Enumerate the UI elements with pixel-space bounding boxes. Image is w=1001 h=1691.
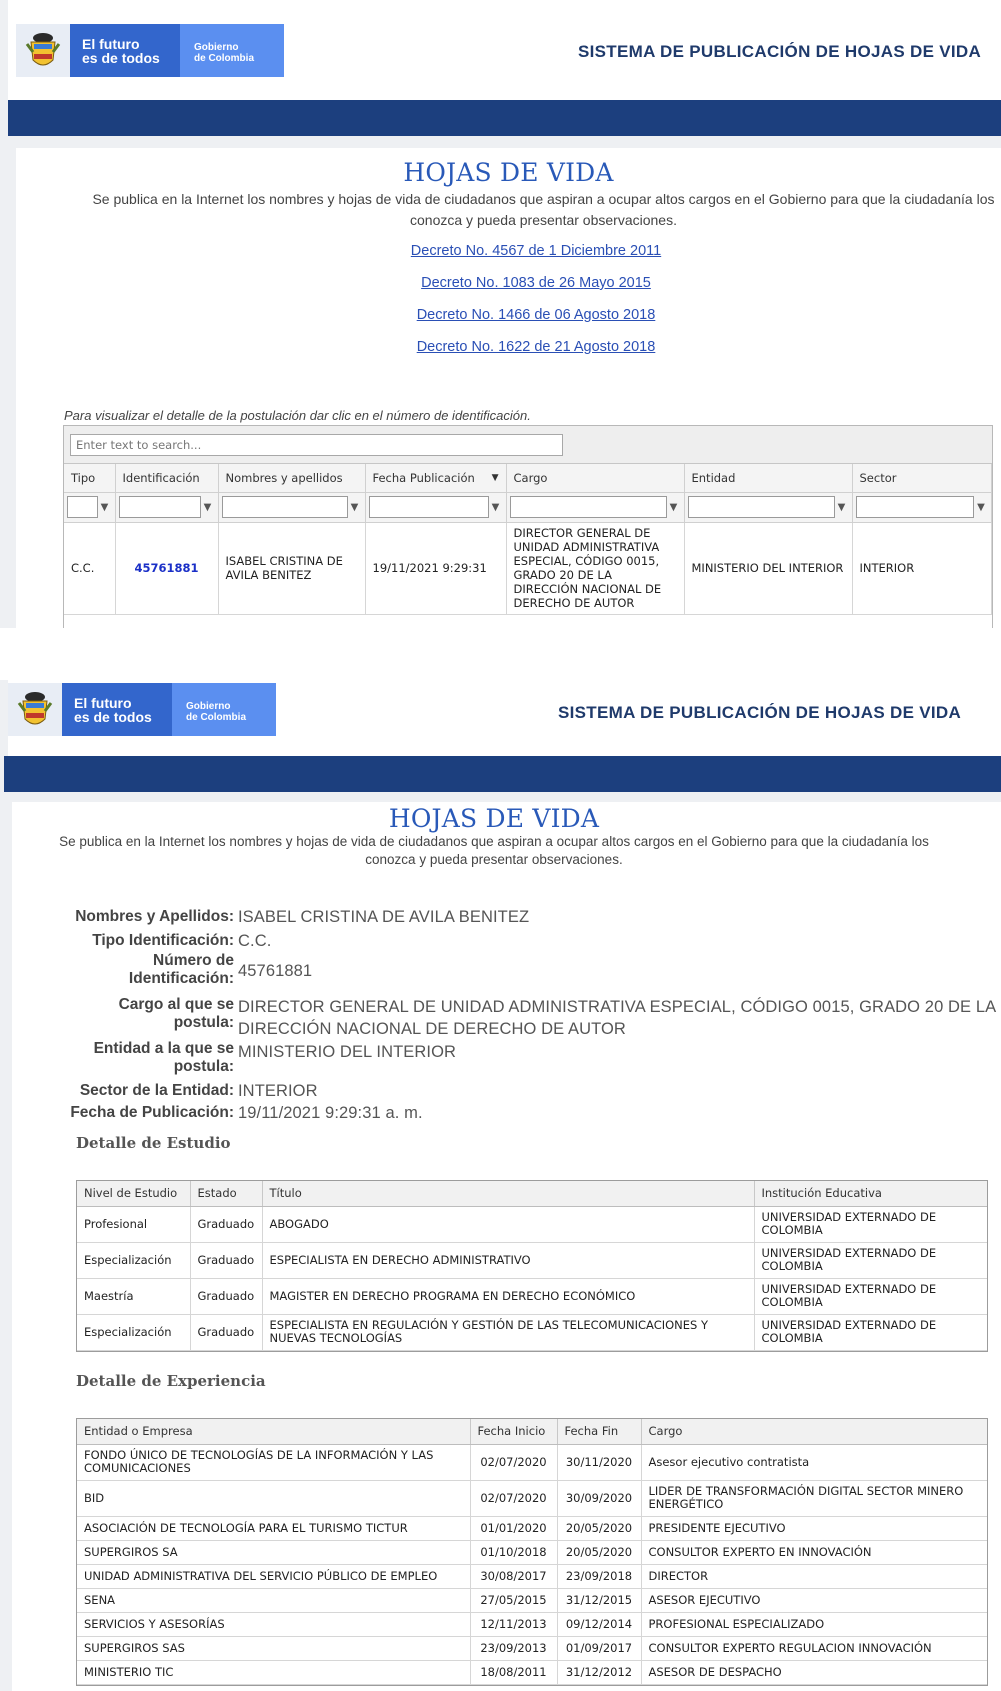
- table-cell: DIRECTOR: [641, 1564, 987, 1588]
- table-cell: Especialización: [77, 1314, 190, 1350]
- filter-icon[interactable]: ▼: [203, 501, 212, 513]
- listing-screen: [0, 0, 1001, 628]
- table-cell: ASOCIACIÓN DE TECNOLOGÍA PARA EL TURISMO TICTUR: [77, 1516, 470, 1540]
- nav-bar: [8, 100, 1001, 136]
- logo-government: Gobierno de Colombia: [172, 683, 276, 736]
- table-cell: UNIVERSIDAD EXTERNADO DE COLOMBIA: [754, 1206, 987, 1242]
- table-cell: SERVICIOS Y ASESORÍAS: [77, 1612, 470, 1636]
- coat-of-arms-icon: [16, 24, 70, 77]
- table-cell: ESPECIALISTA EN REGULACIÓN Y GESTIÓN DE LAS TELECOMUNICACIONES Y NUEVAS TECNOLOGÍAS: [262, 1314, 754, 1350]
- col-sector[interactable]: Sector: [852, 464, 992, 492]
- col-entidad-empresa: Entidad o Empresa: [77, 1419, 470, 1444]
- table-cell: 02/07/2020: [470, 1444, 557, 1480]
- table-cell: 20/05/2020: [557, 1516, 641, 1540]
- search-input[interactable]: Enter text to search...: [70, 434, 563, 456]
- decree-links: [16, 243, 1001, 355]
- table-cell: MINISTERIO TIC: [77, 1660, 470, 1684]
- table-cell: 02/07/2020: [470, 1480, 557, 1516]
- experiencia-table: [76, 1418, 988, 1686]
- decree-link-1466[interactable]: Decreto No. 1466 de 06 Agosto 2018: [416, 307, 656, 323]
- col-titulo: Título: [262, 1181, 754, 1206]
- table-cell: Asesor ejecutivo contratista: [641, 1444, 987, 1480]
- detail-cargo: Cargo al que se postula: DIRECTOR GENERAL DE UNIDAD ADMINISTRATIVA ESPECIAL, CÓDIGO 0015, GRADO 20 DE LA DIRECCIÓN NACIONAL DE DERECHO DE AUTOR: [118, 996, 997, 1038]
- system-title: SISTEMA DE PUBLICACIÓN DE HOJAS DE VIDA: [558, 703, 962, 722]
- table-cell: UNIVERSIDAD EXTERNADO DE COLOMBIA: [754, 1242, 987, 1278]
- col-nivel: Nivel de Estudio: [77, 1181, 190, 1206]
- table-row: [77, 1588, 987, 1612]
- table-row: [77, 1278, 987, 1314]
- detail-entidad: Entidad a la que se postula: MINISTERIO DEL INTERIOR: [93, 1040, 457, 1075]
- logo-tagline: El futuro es de todos: [62, 683, 172, 736]
- table-cell: 01/09/2017: [557, 1636, 641, 1660]
- col-fecha[interactable]: [365, 464, 506, 492]
- table-row: [77, 1564, 987, 1588]
- system-title: SISTEMA DE PUBLICACIÓN DE HOJAS DE VIDA: [578, 42, 982, 61]
- table-cell: Especialización: [77, 1242, 190, 1278]
- cell-fecha: 19/11/2021 9:29:31: [365, 522, 506, 614]
- filter-icon[interactable]: ▼: [669, 501, 678, 513]
- filter-tipo-input[interactable]: [67, 496, 98, 518]
- table-cell: 23/09/2013: [470, 1636, 557, 1660]
- filter-cargo-input[interactable]: [510, 496, 667, 518]
- estudio-header-row: [77, 1181, 987, 1206]
- cell-nombre: ISABEL CRISTINA DE AVILA BENITEZ: [218, 522, 365, 614]
- table-cell: 23/09/2018: [557, 1564, 641, 1588]
- grid-hint: Para visualizar el detalle de la postulación dar clic en el número de identificación.: [64, 408, 531, 423]
- table-row: [77, 1612, 987, 1636]
- table-cell: LIDER DE TRANSFORMACIÓN DIGITAL SECTOR MINERO ENERGÉTICO: [641, 1480, 987, 1516]
- table-cell: MAGISTER EN DERECHO PROGRAMA EN DERECHO ECONÓMICO: [262, 1278, 754, 1314]
- cell-cargo: DIRECTOR GENERAL DE UNIDAD ADMINISTRATIVA ESPECIAL, CÓDIGO 0015, GRADO 20 DE LA DIRECCIÓN NACIONAL DE DERECHO DE AUTOR: [506, 522, 684, 614]
- col-estado: Estado: [190, 1181, 262, 1206]
- table-cell: Graduado: [190, 1314, 262, 1350]
- filter-identificacion-input[interactable]: [119, 496, 201, 518]
- filter-icon[interactable]: ▼: [100, 501, 109, 513]
- table-row: [77, 1540, 987, 1564]
- filter-icon[interactable]: ▼: [350, 501, 359, 513]
- table-row: [77, 1206, 987, 1242]
- table-cell: PROFESIONAL ESPECIALIZADO: [641, 1612, 987, 1636]
- table-cell: FONDO ÚNICO DE TECNOLOGÍAS DE LA INFORMACIÓN Y LAS COMUNICACIONES: [77, 1444, 470, 1480]
- detail-screen: [0, 680, 1001, 1691]
- sort-desc-icon: ▼: [491, 472, 499, 483]
- table-cell: 09/12/2014: [557, 1612, 641, 1636]
- table-cell: 01/01/2020: [470, 1516, 557, 1540]
- table-cell: 01/10/2018: [470, 1540, 557, 1564]
- value-sector: INTERIOR: [238, 1082, 318, 1100]
- table-cell: ESPECIALISTA EN DERECHO ADMINISTRATIVO: [262, 1242, 754, 1278]
- filter-sector-input[interactable]: [856, 496, 975, 518]
- identification-link[interactable]: 45761881: [115, 522, 218, 614]
- table-row: [77, 1242, 987, 1278]
- experiencia-header-row: [77, 1419, 987, 1444]
- col-institucion: Institución Educativa: [754, 1181, 987, 1206]
- header: [8, 0, 1001, 100]
- detail-sector: Sector de la Entidad: INTERIOR: [79, 1082, 318, 1100]
- table-row: [77, 1444, 987, 1480]
- value-cargo: DIRECTOR GENERAL DE UNIDAD ADMINISTRATIVA ESPECIAL, CÓDIGO 0015, GRADO 20 DE LA DIRECCIÓN NACIONAL DE DERECHO DE AUTOR: [238, 998, 997, 1038]
- filter-icon[interactable]: ▼: [491, 501, 500, 513]
- value-nombres: ISABEL CRISTINA DE AVILA BENITEZ: [238, 908, 530, 926]
- col-fecha-inicio: Fecha Inicio: [470, 1419, 557, 1444]
- table-cell: Graduado: [190, 1242, 262, 1278]
- value-numero: 45761881: [238, 962, 313, 980]
- table-cell: 30/08/2017: [470, 1564, 557, 1588]
- table-cell: UNIDAD ADMINISTRATIVA DEL SERVICIO PÚBLICO DE EMPLEO: [77, 1564, 470, 1588]
- detail-numero: Número de Identificación: 45761881: [128, 952, 313, 987]
- table-row: [77, 1636, 987, 1660]
- table-cell: PRESIDENTE EJECUTIVO: [641, 1516, 987, 1540]
- table-cell: CONSULTOR EXPERTO EN INNOVACIÓN: [641, 1540, 987, 1564]
- col-entidad[interactable]: Entidad: [684, 464, 852, 492]
- intro-text: Se publica en la Internet los nombres y hojas de vida de ciudadanos que aspiran a ocupar altos cargos en el Gobierno para que la ciudadanía los conozca y pueda presentar observaciones.: [59, 834, 929, 867]
- table-cell: UNIVERSIDAD EXTERNADO DE COLOMBIA: [754, 1314, 987, 1350]
- nav-bar: [4, 756, 1001, 792]
- table-row: [77, 1480, 987, 1516]
- table-row: [77, 1660, 987, 1684]
- cell-sector: INTERIOR: [852, 522, 992, 614]
- col-tipo[interactable]: Tipo: [64, 464, 115, 492]
- estudio-section-title: Detalle de Estudio: [76, 1134, 231, 1152]
- grid-header-row: [64, 464, 992, 492]
- gov-logo[interactable]: [8, 683, 276, 736]
- table-cell: UNIVERSIDAD EXTERNADO DE COLOMBIA: [754, 1278, 987, 1314]
- page-title: HOJAS DE VIDA: [388, 804, 600, 833]
- decree-link-4567[interactable]: Decreto No. 4567 de 1 Diciembre 2011: [410, 243, 662, 259]
- table-cell: SENA: [77, 1588, 470, 1612]
- table-cell: Graduado: [190, 1206, 262, 1242]
- filter-fecha-input[interactable]: [369, 496, 489, 518]
- applicants-grid: [63, 425, 993, 628]
- table-cell: Graduado: [190, 1278, 262, 1314]
- value-tipo: C.C.: [238, 932, 272, 950]
- col-fecha-label: Fecha Publicación: [372, 470, 475, 485]
- logo-tagline: El futuro es de todos: [70, 24, 180, 77]
- table-cell: 18/08/2011: [470, 1660, 557, 1684]
- col-nombres[interactable]: Nombres y apellidos: [218, 464, 365, 492]
- col-cargo[interactable]: Cargo: [506, 464, 684, 492]
- value-fecha: 19/11/2021 9:29:31 a. m.: [238, 1104, 423, 1122]
- filter-row: [64, 492, 992, 522]
- detail-fecha: Fecha de Publicación: 19/11/2021 9:29:31 a. m.: [70, 1104, 423, 1122]
- table-cell: 31/12/2015: [557, 1588, 641, 1612]
- filter-icon[interactable]: ▼: [977, 501, 985, 513]
- table-row: [77, 1314, 987, 1350]
- table-cell: 31/12/2012: [557, 1660, 641, 1684]
- table-cell: ASESOR EJECUTIVO: [641, 1588, 987, 1612]
- table-row: [77, 1516, 987, 1540]
- estudio-table: [76, 1180, 988, 1352]
- table-cell: ABOGADO: [262, 1206, 754, 1242]
- decree-link-1083[interactable]: Decreto No. 1083 de 26 Mayo 2015: [421, 275, 651, 291]
- detail-nombres: Nombres y Apellidos: ISABEL CRISTINA DE AVILA BENITEZ: [75, 908, 530, 926]
- gov-logo[interactable]: [16, 24, 284, 77]
- logo-government: Gobierno de Colombia: [180, 24, 284, 77]
- table-cell: Maestría: [77, 1278, 190, 1314]
- filter-nombres-input[interactable]: [222, 496, 348, 518]
- cell-tipo: C.C.: [64, 522, 115, 614]
- table-cell: CONSULTOR EXPERTO REGULACION INNOVACIÓN: [641, 1636, 987, 1660]
- table-cell: 20/05/2020: [557, 1540, 641, 1564]
- table-cell: SUPERGIROS SAS: [77, 1636, 470, 1660]
- col-cargo-exp: Cargo: [641, 1419, 987, 1444]
- decree-link-1622[interactable]: Decreto No. 1622 de 21 Agosto 2018: [416, 339, 656, 355]
- cell-entidad: MINISTERIO DEL INTERIOR: [684, 522, 852, 614]
- coat-of-arms-icon: [8, 683, 62, 736]
- table-cell: Profesional: [77, 1206, 190, 1242]
- experiencia-section-title: Detalle de Experiencia: [76, 1372, 266, 1390]
- table-cell: ASESOR DE DESPACHO: [641, 1660, 987, 1684]
- intro-text: Se publica en la Internet los nombres y hojas de vida de ciudadanos que aspiran a ocupar altos cargos en el Gobierno para que la ciudadanía los conozca y pueda presentar observaciones.: [92, 191, 995, 228]
- filter-icon[interactable]: ▼: [837, 501, 846, 513]
- table-cell: 27/05/2015: [470, 1588, 557, 1612]
- grid-toolbar: [64, 426, 992, 464]
- table-cell: 12/11/2013: [470, 1612, 557, 1636]
- table-cell: 30/11/2020: [557, 1444, 641, 1480]
- table-row: [64, 522, 992, 614]
- detail-tipo: Tipo Identificación: C.C.: [92, 932, 272, 950]
- filter-entidad-input[interactable]: [688, 496, 835, 518]
- col-fecha-fin: Fecha Fin: [557, 1419, 641, 1444]
- header: [8, 680, 1001, 756]
- main-content: [12, 802, 1001, 1691]
- col-identificacion[interactable]: Identificación: [115, 464, 218, 492]
- value-entidad: MINISTERIO DEL INTERIOR: [238, 1043, 457, 1061]
- applicant-details: [28, 906, 996, 1124]
- page-title: HOJAS DE VIDA: [403, 158, 614, 187]
- table-cell: SUPERGIROS SA: [77, 1540, 470, 1564]
- table-cell: BID: [77, 1480, 470, 1516]
- table-cell: 30/09/2020: [557, 1480, 641, 1516]
